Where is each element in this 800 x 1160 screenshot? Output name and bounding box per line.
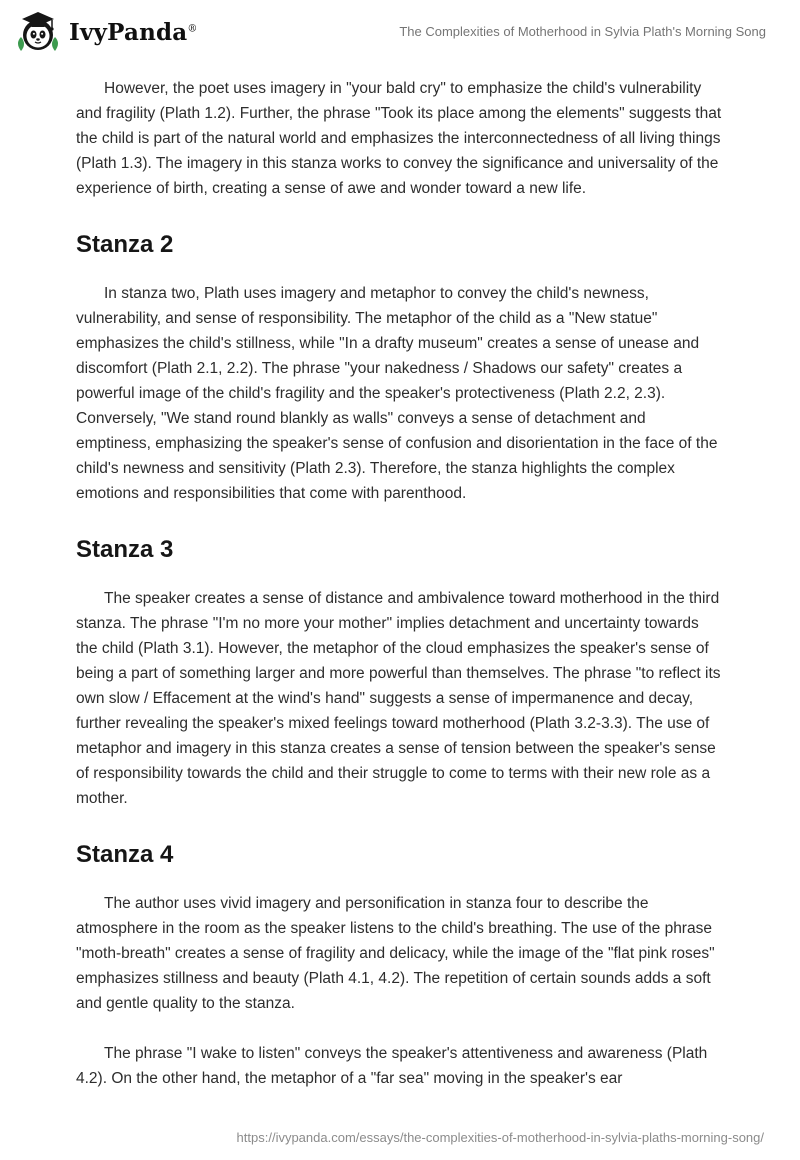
brand-name	[69, 19, 198, 46]
heading-stanza-4: Stanza 4	[76, 841, 174, 868]
page-header	[0, 0, 800, 56]
heading-stanza-2: Stanza 2	[76, 231, 174, 258]
paragraph-stanza-4b: The phrase "I wake to listen" conveys the speaker's attentiveness and awareness (Plath 4.2). On the other hand, the metaphor of a "far sea" moving in the speaker's ear	[76, 1045, 708, 1087]
essay-content	[0, 76, 800, 1091]
heading-stanza-3: Stanza 3	[76, 536, 174, 563]
brand-text: IvyPanda	[69, 18, 188, 46]
source-url-link[interactable]: https://ivypanda.com/essays/the-complexities-of-motherhood-in-sylvia-plaths-morning-song/	[236, 1130, 764, 1145]
registered-mark: ®	[187, 22, 198, 34]
page-footer	[237, 1129, 764, 1147]
document-title: The Complexities of Motherhood in Sylvia Plath's Morning Song	[399, 24, 766, 39]
paragraph-stanza-4a: The author uses vivid imagery and personification in stanza four to describe the atmosphere in the room as the speaker listens to the child's breathing. The use of the phrase "moth-breath" creates a sense of fragility and delicacy, while the image of the "flat pink roses" emphasizes stillness and beauty (Plath 4.1, 4.2). The repetition of certain sounds adds a soft and gentle quality to the stanza.	[76, 895, 715, 1012]
brand	[14, 8, 198, 56]
panda-graduate-icon	[14, 8, 62, 56]
paragraph-stanza-3: The speaker creates a sense of distance and ambivalence toward motherhood in the third stanza. The phrase "I'm no more your mother" implies detachment and uncertainty towards the child (Plath 3.1). However, the metaphor of the cloud emphasizes the speaker's sense of being a part of something larger and more powerful than themselves. The phrase "to reflect its own slow / Effacement at the wind's hand" suggests a sense of impermanence and decay, further revealing the speaker's mixed feelings toward motherhood (Plath 3.2-3.3). The use of metaphor and imagery in this stanza creates a sense of tension between the speaker's sense of responsibility towards the child and their struggle to come to terms with their new role as a mother.	[76, 590, 721, 807]
paragraph-intro: However, the poet uses imagery in "your bald cry" to emphasize the child's vulnerability and fragility (Plath 1.2). Further, the phrase "Took its place among the elements" suggests that the child is part of the natural world and emphasizes the interconnectedness of all living things (Plath 1.3). The imagery in this stanza works to convey the significance and universality of the experience of birth, creating a sense of awe and wonder toward a new life.	[76, 80, 722, 197]
paragraph-stanza-2: In stanza two, Plath uses imagery and metaphor to convey the child's newness, vulnerability, and sense of responsibility. The metaphor of the child as a "New statue" emphasizes the child's stillness, while "In a drafty museum" creates a sense of unease and discomfort (Plath 2.1, 2.2). The phrase "your nakedness / Shadows our safety" creates a powerful image of the child's fragility and the speaker's protectiveness (Plath 2.2, 2.3). Conversely, "We stand round blankly as walls" conveys a sense of detachment and emptiness, emphasizing the speaker's sense of confusion and disorientation in the face of the child's newness and sensitivity (Plath 2.3). Therefore, the stanza highlights the complex emotions and responsibilities that come with parenthood.	[76, 285, 718, 502]
